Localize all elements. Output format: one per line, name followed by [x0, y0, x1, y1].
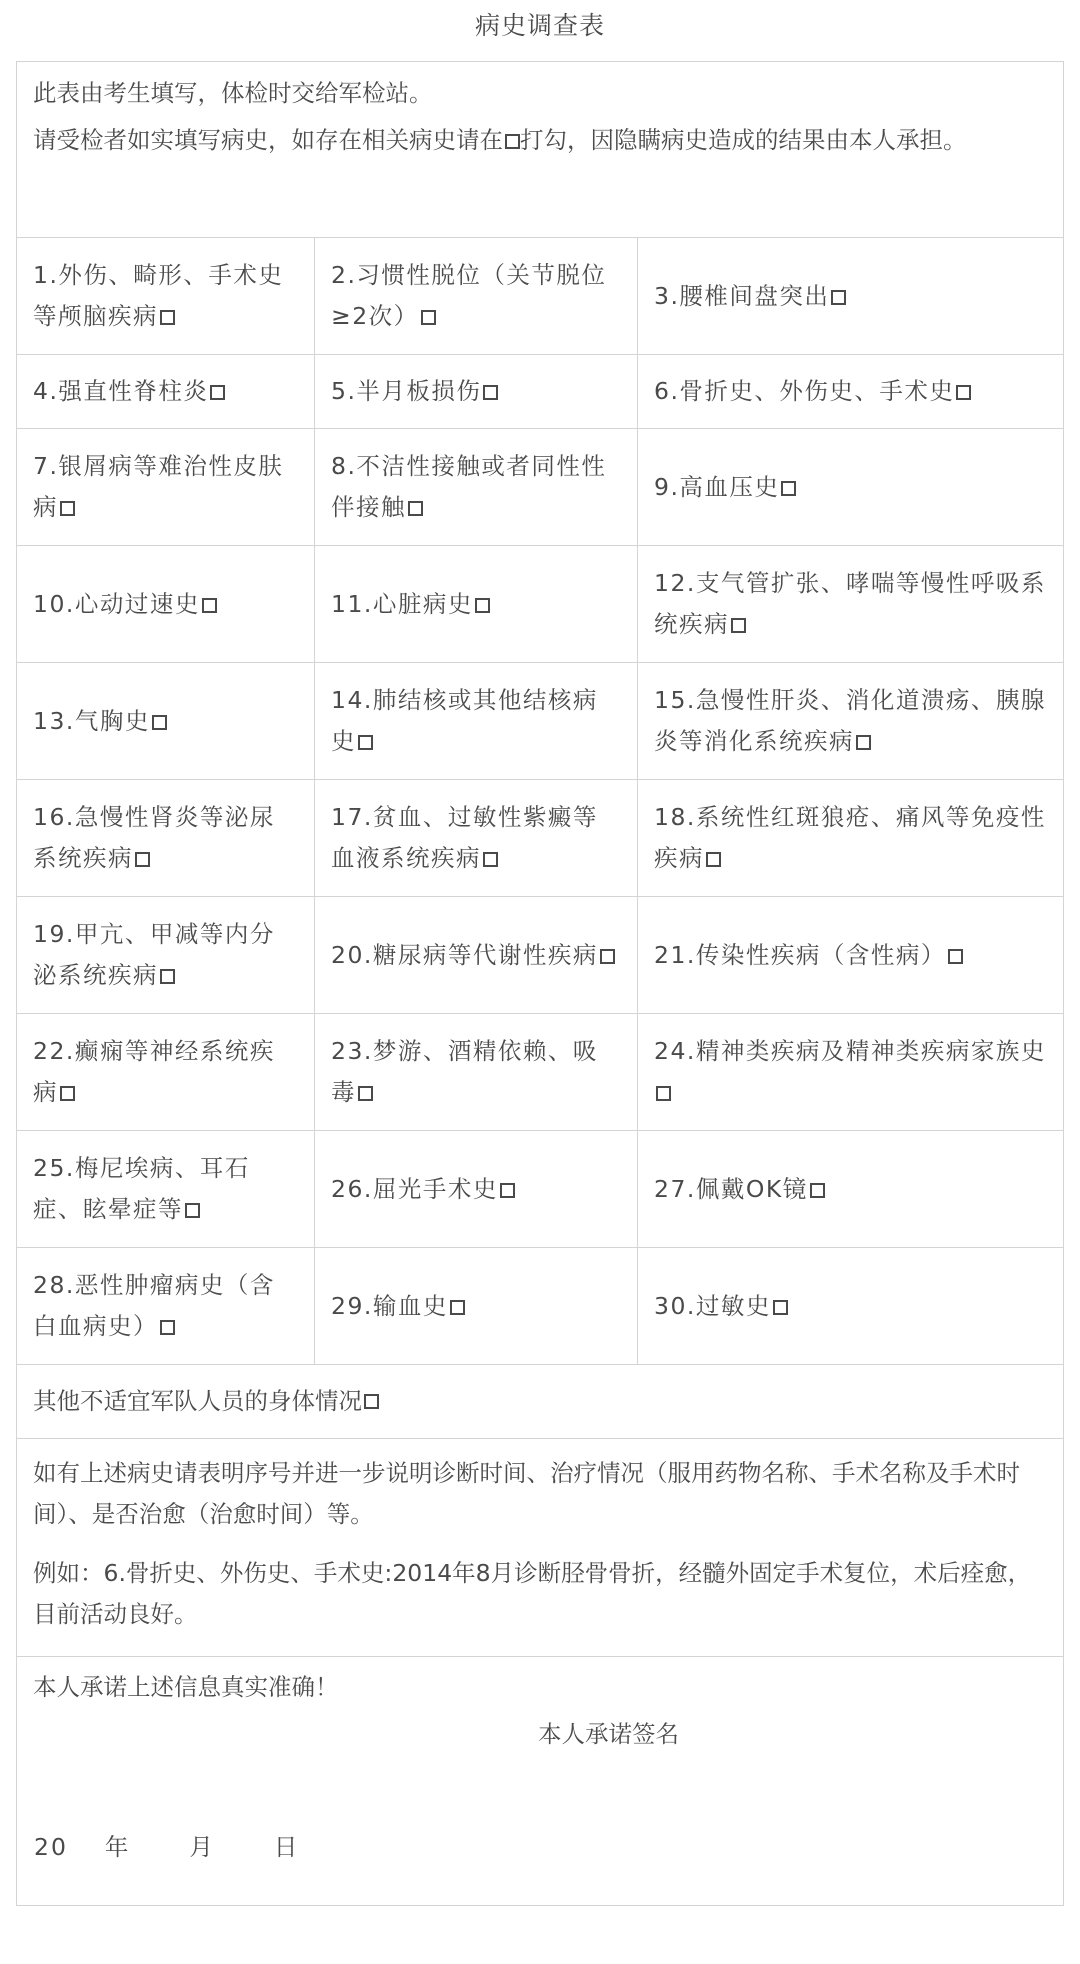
- condition-label: 25.梅尼埃病、耳石症、眩晕症等: [33, 1154, 250, 1223]
- condition-label: 22.癫痫等神经系统疾病: [33, 1037, 275, 1106]
- condition-label: 16.急慢性肾炎等泌尿系统疾病: [33, 803, 275, 872]
- condition-label: 10.心动过速史: [33, 589, 200, 618]
- condition-checkbox[interactable]: [60, 1086, 75, 1101]
- condition-cell: [17, 546, 315, 662]
- condition-label: 11.心脏病史: [331, 589, 473, 618]
- condition-checkbox[interactable]: [948, 949, 963, 964]
- condition-checkbox[interactable]: [185, 1203, 200, 1218]
- condition-cell: [315, 897, 638, 1013]
- condition-checkbox[interactable]: [450, 1300, 465, 1315]
- condition-row: [17, 779, 1063, 896]
- condition-checkbox[interactable]: [731, 618, 746, 633]
- promise-statement: 本人承诺上述信息真实准确！: [33, 1673, 339, 1701]
- condition-checkbox[interactable]: [656, 1086, 671, 1101]
- condition-cell: [315, 546, 638, 662]
- condition-checkbox[interactable]: [160, 969, 175, 984]
- condition-cell: [17, 238, 315, 354]
- condition-checkbox[interactable]: [483, 385, 498, 400]
- other-label: 其他不适宜军队人员的身体情况: [33, 1387, 362, 1415]
- condition-checkbox[interactable]: [856, 735, 871, 750]
- promise-section: [17, 1656, 1063, 1905]
- condition-label: 21.传染性疾病（含性病）: [654, 940, 946, 969]
- condition-cell: [638, 546, 1063, 662]
- condition-label: 3.腰椎间盘突出: [654, 281, 830, 310]
- condition-checkbox[interactable]: [160, 310, 175, 325]
- condition-label: 15.急慢性肝炎、消化道溃疡、胰腺炎等消化系统疾病: [654, 686, 1046, 755]
- condition-label: 27.佩戴OK镜: [654, 1174, 808, 1203]
- condition-label: 29.输血史: [331, 1291, 448, 1320]
- condition-label: 6.骨折史、外伤史、手术史: [654, 377, 955, 405]
- condition-label: 8.不洁性接触或者同性性伴接触: [331, 452, 607, 521]
- condition-cell: [638, 1248, 1063, 1364]
- condition-row: [17, 1130, 1063, 1247]
- condition-cell: [638, 780, 1063, 896]
- condition-checkbox[interactable]: [160, 1320, 175, 1335]
- explain-line-2: 例如：6.骨折史、外伤史、手术史:2014年8月诊断胫骨骨折，经髓外固定手术复位，术后痊愈，目前活动良好。: [33, 1559, 1032, 1628]
- condition-row: [17, 545, 1063, 662]
- condition-cell: [17, 429, 315, 545]
- condition-label: 28.恶性肿瘤病史（含白血病史）: [33, 1271, 275, 1340]
- other-section: [17, 1364, 1063, 1438]
- condition-cell: [17, 1014, 315, 1130]
- condition-cell: [315, 238, 638, 354]
- condition-label: 24.精神类疾病及精神类疾病家族史: [654, 1037, 1046, 1065]
- condition-cell: [638, 429, 1063, 545]
- condition-label: 30.过敏史: [654, 1291, 771, 1320]
- condition-row: [17, 662, 1063, 779]
- date-year-label: 年: [104, 1833, 131, 1861]
- condition-cell: [638, 663, 1063, 779]
- condition-cell: [638, 238, 1063, 354]
- explain-section: [17, 1438, 1063, 1656]
- condition-cell: [17, 780, 315, 896]
- condition-label: 4.强直性脊柱炎: [33, 377, 209, 405]
- condition-cell: [638, 897, 1063, 1013]
- condition-checkbox[interactable]: [600, 949, 615, 964]
- condition-row: [17, 1013, 1063, 1130]
- condition-checkbox[interactable]: [408, 501, 423, 516]
- condition-label: 5.半月板损伤: [331, 377, 482, 405]
- condition-label: 9.高血压史: [654, 472, 780, 501]
- condition-label: 17.贫血、过敏性紫癜等血液系统疾病: [331, 803, 598, 872]
- condition-checkbox[interactable]: [152, 715, 167, 730]
- condition-label: 13.气胸史: [33, 706, 150, 735]
- condition-row: [17, 354, 1063, 428]
- condition-row: [17, 1247, 1063, 1364]
- condition-label: 23.梦游、酒精依赖、吸毒: [331, 1037, 598, 1106]
- condition-cell: [638, 1131, 1063, 1247]
- condition-label: 2.习惯性脱位（关节脱位≥2次）: [331, 261, 607, 330]
- checkbox-icon: [505, 134, 520, 149]
- condition-checkbox[interactable]: [773, 1300, 788, 1315]
- condition-checkbox[interactable]: [706, 852, 721, 867]
- condition-label: 12.支气管扩张、哮喘等慢性呼吸系统疾病: [654, 569, 1046, 638]
- date-prefix: 20: [34, 1833, 68, 1861]
- condition-label: 1.外伤、畸形、手术史等颅脑疾病: [33, 261, 284, 330]
- condition-cell: [17, 663, 315, 779]
- condition-checkbox[interactable]: [210, 385, 225, 400]
- condition-label: 19.甲亢、甲减等内分泌系统疾病: [33, 920, 275, 989]
- date-month-label: 月: [189, 1833, 215, 1861]
- condition-grid: [17, 237, 1063, 1364]
- condition-label: 18.系统性红斑狼疮、痛风等免疫性疾病: [654, 803, 1046, 872]
- intro-section: [17, 62, 1063, 237]
- condition-label: 7.银屑病等难治性皮肤病: [33, 452, 284, 521]
- condition-cell: [315, 1248, 638, 1364]
- condition-cell: [315, 355, 638, 428]
- condition-cell: [315, 780, 638, 896]
- condition-cell: [17, 355, 315, 428]
- condition-checkbox[interactable]: [358, 735, 373, 750]
- condition-checkbox[interactable]: [135, 852, 150, 867]
- medical-history-form: [16, 61, 1064, 1906]
- condition-checkbox[interactable]: [60, 501, 75, 516]
- condition-checkbox[interactable]: [202, 598, 217, 613]
- condition-cell: [17, 1131, 315, 1247]
- condition-cell: [315, 1131, 638, 1247]
- condition-cell: [315, 663, 638, 779]
- explain-line-1: 如有上述病史请表明序号并进一步说明诊断时间、治疗情况（服用药物名称、手术名称及手术时间）、是否治愈（治愈时间）等。: [33, 1459, 1020, 1528]
- condition-cell: [315, 429, 638, 545]
- condition-checkbox[interactable]: [421, 310, 436, 325]
- condition-checkbox[interactable]: [483, 852, 498, 867]
- condition-cell: [638, 355, 1063, 428]
- condition-checkbox[interactable]: [781, 481, 796, 496]
- condition-row: [17, 237, 1063, 354]
- condition-checkbox[interactable]: [810, 1183, 825, 1198]
- condition-cell: [638, 1014, 1063, 1130]
- condition-cell: [17, 897, 315, 1013]
- condition-row: [17, 428, 1063, 545]
- condition-row: [17, 896, 1063, 1013]
- condition-checkbox[interactable]: [475, 598, 490, 613]
- date-line: [34, 1828, 299, 1862]
- condition-label: 14.肺结核或其他结核病史: [331, 686, 598, 755]
- condition-checkbox[interactable]: [956, 385, 971, 400]
- intro-line-2: 请受检者如实填写病史，如存在相关病史请在 打勾，因隐瞒病史造成的结果由本人承担。: [33, 126, 967, 154]
- intro-line-1: 此表由考生填写，体检时交给军检站。: [33, 79, 433, 107]
- condition-cell: [17, 1248, 315, 1364]
- condition-label: 20.糖尿病等代谢性疾病: [331, 940, 598, 969]
- condition-checkbox[interactable]: [831, 290, 846, 305]
- condition-checkbox[interactable]: [500, 1183, 515, 1198]
- date-day-label: 日: [273, 1833, 300, 1861]
- page-title: 病史调查表: [474, 11, 605, 40]
- condition-checkbox[interactable]: [358, 1086, 373, 1101]
- condition-cell: [315, 1014, 638, 1130]
- condition-label: 26.屈光手术史: [331, 1174, 498, 1203]
- signature-label: 本人承诺签名: [538, 1720, 679, 1748]
- other-checkbox[interactable]: [364, 1394, 379, 1409]
